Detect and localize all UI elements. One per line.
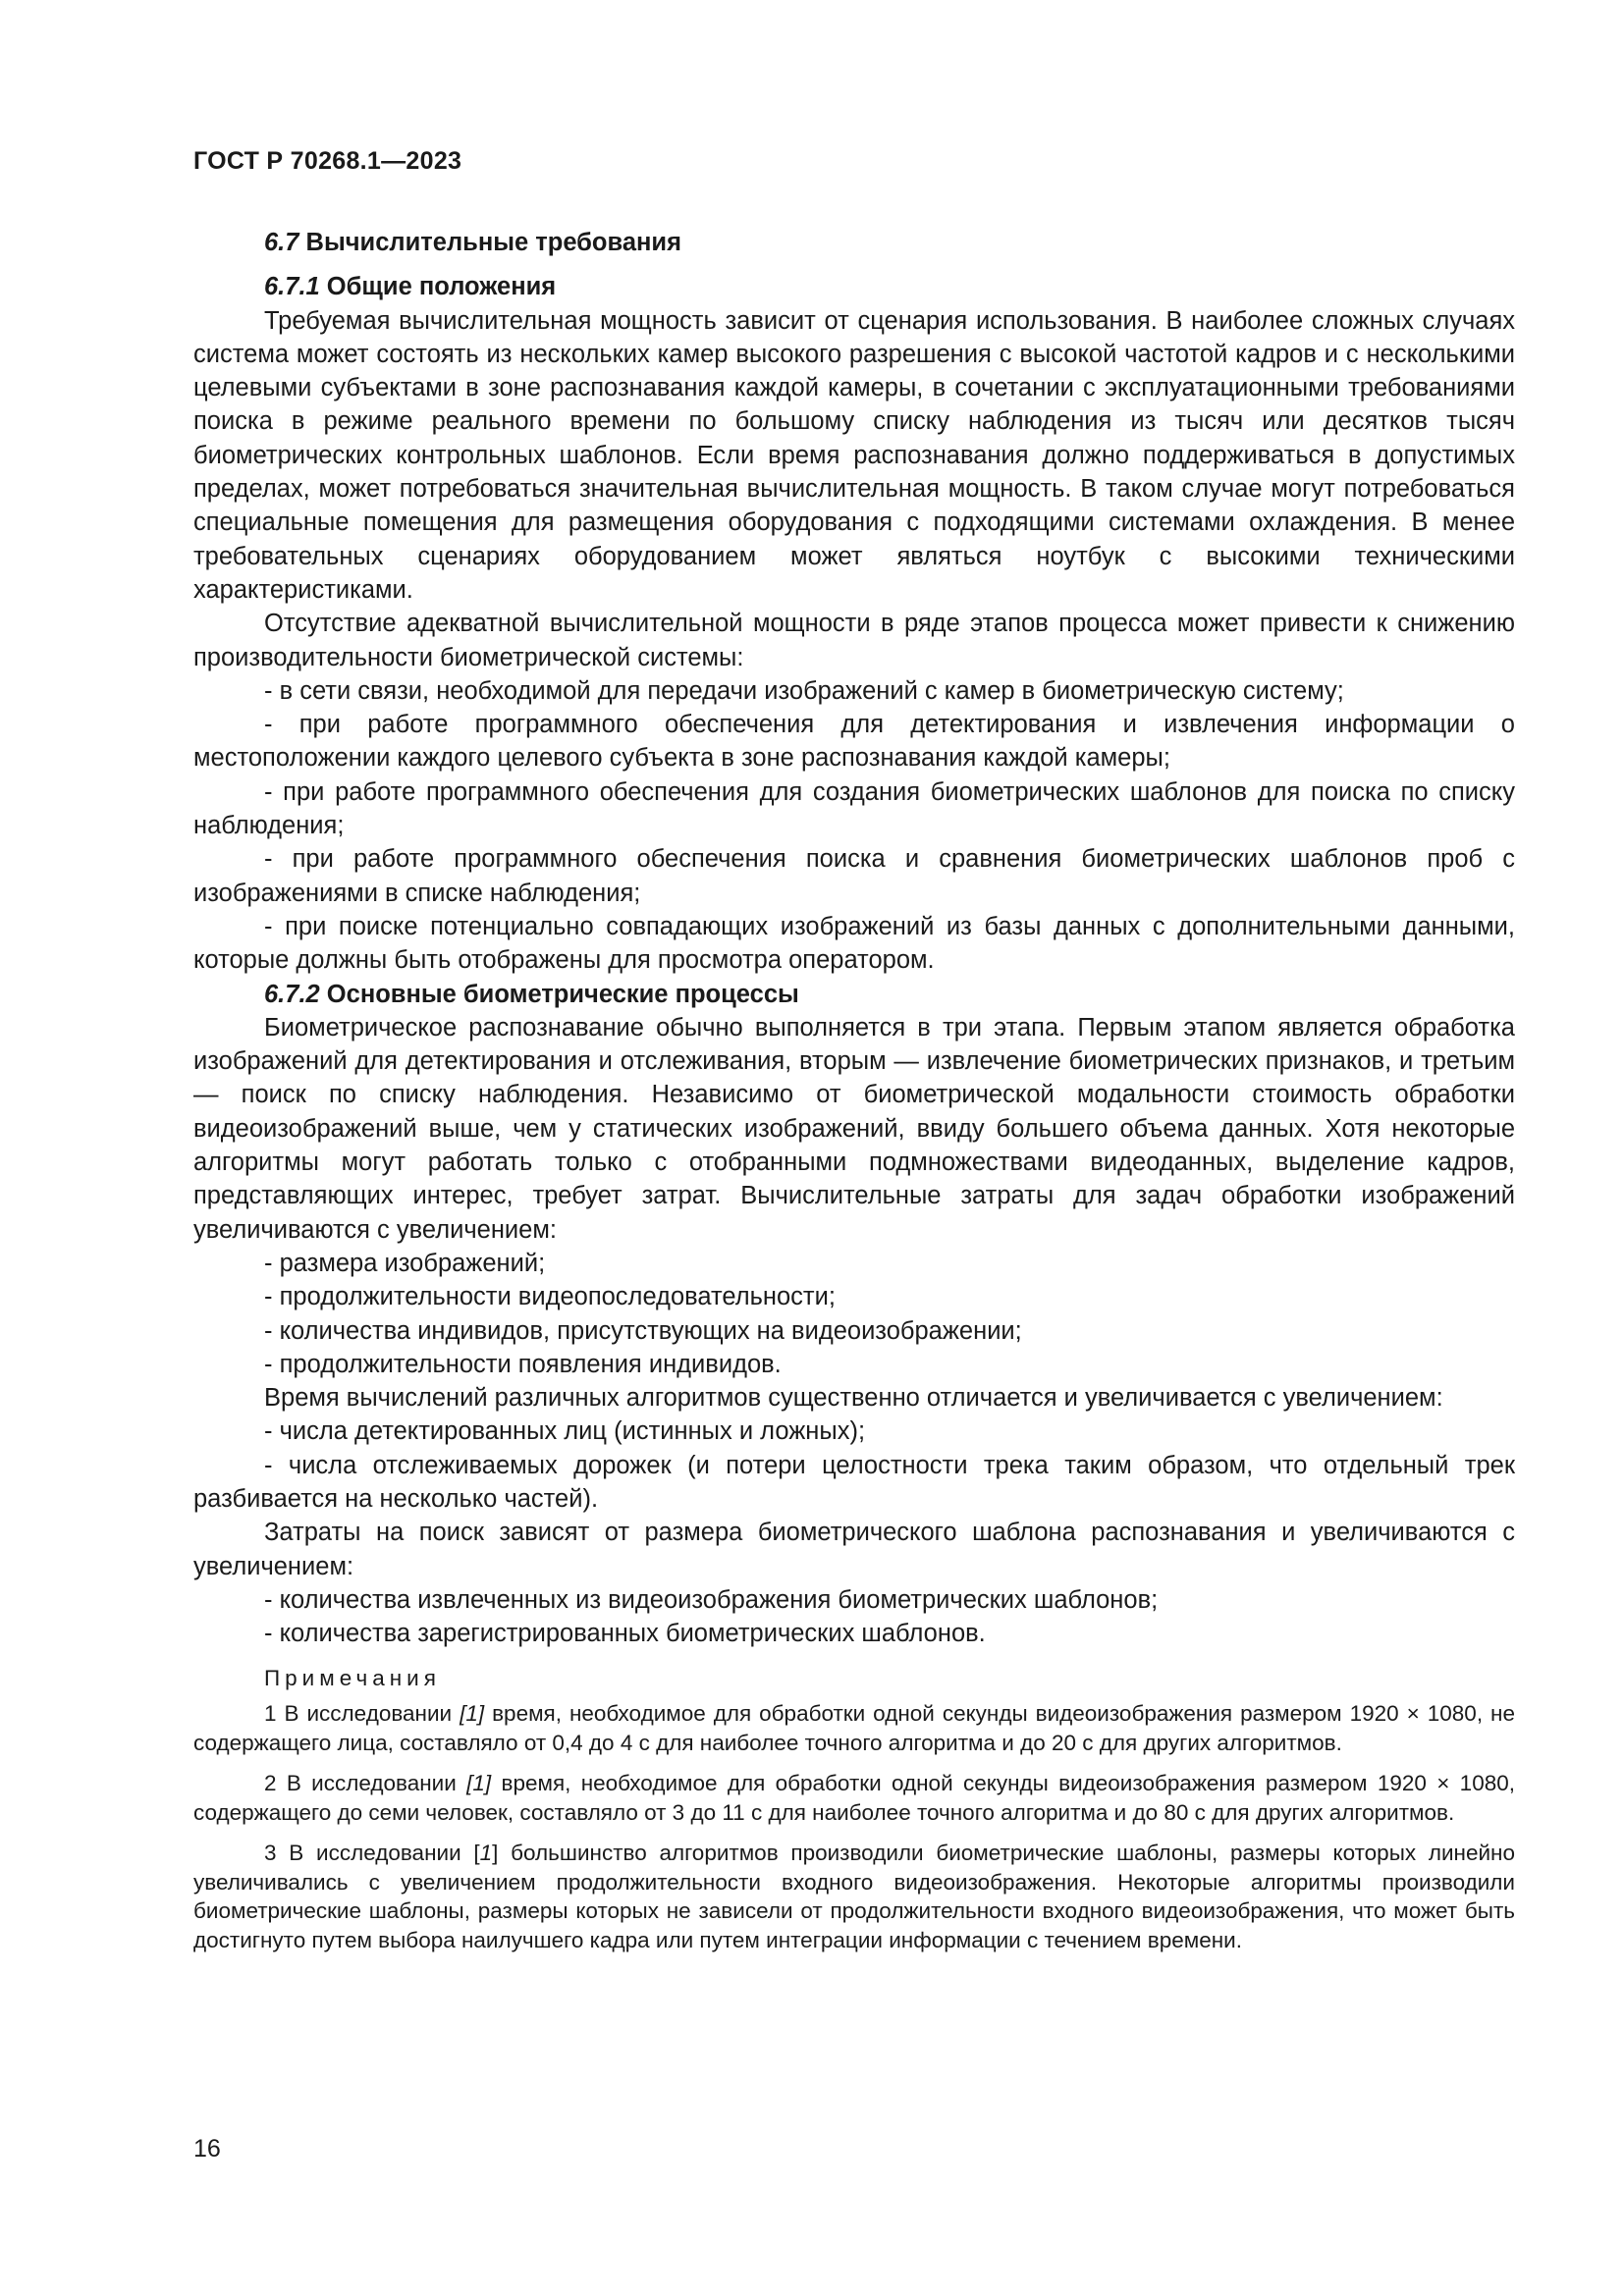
note-text: 1 В исследовании <box>264 1701 460 1727</box>
list-item: - числа детектированных лиц (истинных и ложных); <box>264 1417 866 1446</box>
list-item: - при работе программного обеспечения для создания биометрических шаблонов для поиска по списку наблюдения; <box>193 777 1515 840</box>
section-number: 6.7.1 <box>264 273 320 301</box>
note-text: время, необходимое для обработки одной секунды видеоизображения размером 1920 × 1080, не содержащего лица, составляло от 0,4 до 4 с для наиболее точного алгоритма и до 20 с для других алгоритмов. <box>193 1701 1515 1755</box>
note-3 <box>193 1839 1515 1954</box>
note-text: время, необходимое для обработки одной секунды видеоизображения размером 1920 × 1080, содержащего до семи человек, составляло от 3 до 11 с для наиболее точного алгоритма и до 80 с для других алгоритмов. <box>193 1771 1515 1825</box>
list-item: - размера изображений; <box>264 1249 546 1277</box>
document-body <box>193 226 1515 1966</box>
section-heading-6-7-1 <box>193 270 1515 303</box>
note-text: 2 В исследовании <box>264 1771 467 1796</box>
section-title: Основные биометрические процессы <box>319 980 799 1008</box>
list-item: - продолжительности видеопоследовательности; <box>264 1283 836 1311</box>
paragraph: Биометрическое распознавание обычно выполняется в три этапа. Первым этапом является обработка изображений для детектирования и отслеживания, вторым — извлечение биометрических признаков, и третьим — поиск по списку наблюдения. Независимо от биометрической модальности стоимость обработки видеоизображений выше, чем у статических изображений, ввиду большего объема данных. Хотя некоторые алгоритмы могут работать только с отобранными подмножествами видеоданных, выделение кадров, представляющих интерес, требует затрат. Вычислительные затраты для задач обработки изображений увеличиваются с увеличением: <box>193 1013 1515 1244</box>
note-2 <box>193 1769 1515 1827</box>
section-title: Общие положения <box>319 273 557 301</box>
document-header: ГОСТ Р 70268.1—2023 <box>193 147 462 175</box>
paragraph: Время вычислений различных алгоритмов существенно отличается и увеличивается с увеличением: <box>264 1384 1443 1413</box>
citation-ref: 1 <box>479 1841 493 1866</box>
list-item: - числа отслеживаемых дорожек (и потери целостности трека таким образом, что отдельный трек разбивается на несколько частей). <box>193 1451 1515 1513</box>
paragraph: Затраты на поиск зависят от размера биометрического шаблона распознавания и увеличиваются с увеличением: <box>193 1519 1515 1580</box>
list-item: - в сети связи, необходимой для передачи изображений с камер в биометрическую систему; <box>264 676 1344 705</box>
list-item: - при работе программного обеспечения для детектирования и извлечения информации о местоположении каждого целевого субъекта в зоне распознавания каждой камеры; <box>193 711 1515 773</box>
note-text: ] большинство алгоритмов производили биометрические шаблоны, размеры которых линейно увеличивались с увеличением продолжительности входного видеоизображения. Некоторые алгоритмы производили биометрические шаблоны, размеры которых не зависели от продолжительности входного видеоизображения, что может быть достигнуто путем выбора наилучшего кадра или путем интеграции информации с течением времени. <box>193 1841 1515 1952</box>
section-number: 6.7 <box>264 229 299 256</box>
list-item: - при поиске потенциально совпадающих изображений из базы данных с дополнительными данными, которые должны быть отображены для просмотра оператором. <box>193 912 1515 975</box>
section-title: Вычислительные требования <box>298 229 681 256</box>
list-item: - продолжительности появления индивидов. <box>264 1350 782 1378</box>
citation-ref: [1] <box>466 1771 492 1796</box>
paragraph: Требуемая вычислительная мощность зависит от сценария использования. В наиболее сложных случаях система может состоять из нескольких камер высокого разрешения с высокой частотой кадров и с несколькими целевыми субъектами в зоне распознавания каждой камеры, в сочетании с эксплуатационными требованиями поиска в режиме реального времени по большому списку наблюдения из тысяч или десятков тысяч биометрических контрольных шаблонов. Если время распознавания должно поддерживаться в допустимых пределах, может потребоваться значительная вычислительная мощность. В таком случае могут потребоваться специальные помещения для размещения оборудования с подходящими системами охлаждения. В менее требовательных сценариях оборудованием может являться ноутбук с высокими техническими характеристиками. <box>193 306 1515 604</box>
section-number: 6.7.2 <box>264 980 320 1008</box>
note-text: 3 В исследовании [ <box>264 1841 480 1866</box>
citation-ref: [1] <box>460 1701 485 1727</box>
list-item: - количества зарегистрированных биометрических шаблонов. <box>264 1620 986 1648</box>
section-heading-6-7-2 <box>193 978 1515 1011</box>
paragraph: Отсутствие адекватной вычислительной мощности в ряде этапов процесса может привести к снижению производительности биометрической системы: <box>193 610 1515 671</box>
note-1 <box>193 1699 1515 1757</box>
notes-title: Примечания <box>264 1666 441 1691</box>
list-item: - при работе программного обеспечения поиска и сравнения биометрических шаблонов проб с изображениями в списке наблюдения; <box>193 845 1515 907</box>
list-item: - количества извлеченных из видеоизображения биометрических шаблонов; <box>264 1585 1159 1614</box>
page-number: 16 <box>193 2135 221 2163</box>
list-item: - количества индивидов, присутствующих на видеоизображении; <box>264 1316 1022 1345</box>
section-heading-6-7 <box>193 226 1515 259</box>
